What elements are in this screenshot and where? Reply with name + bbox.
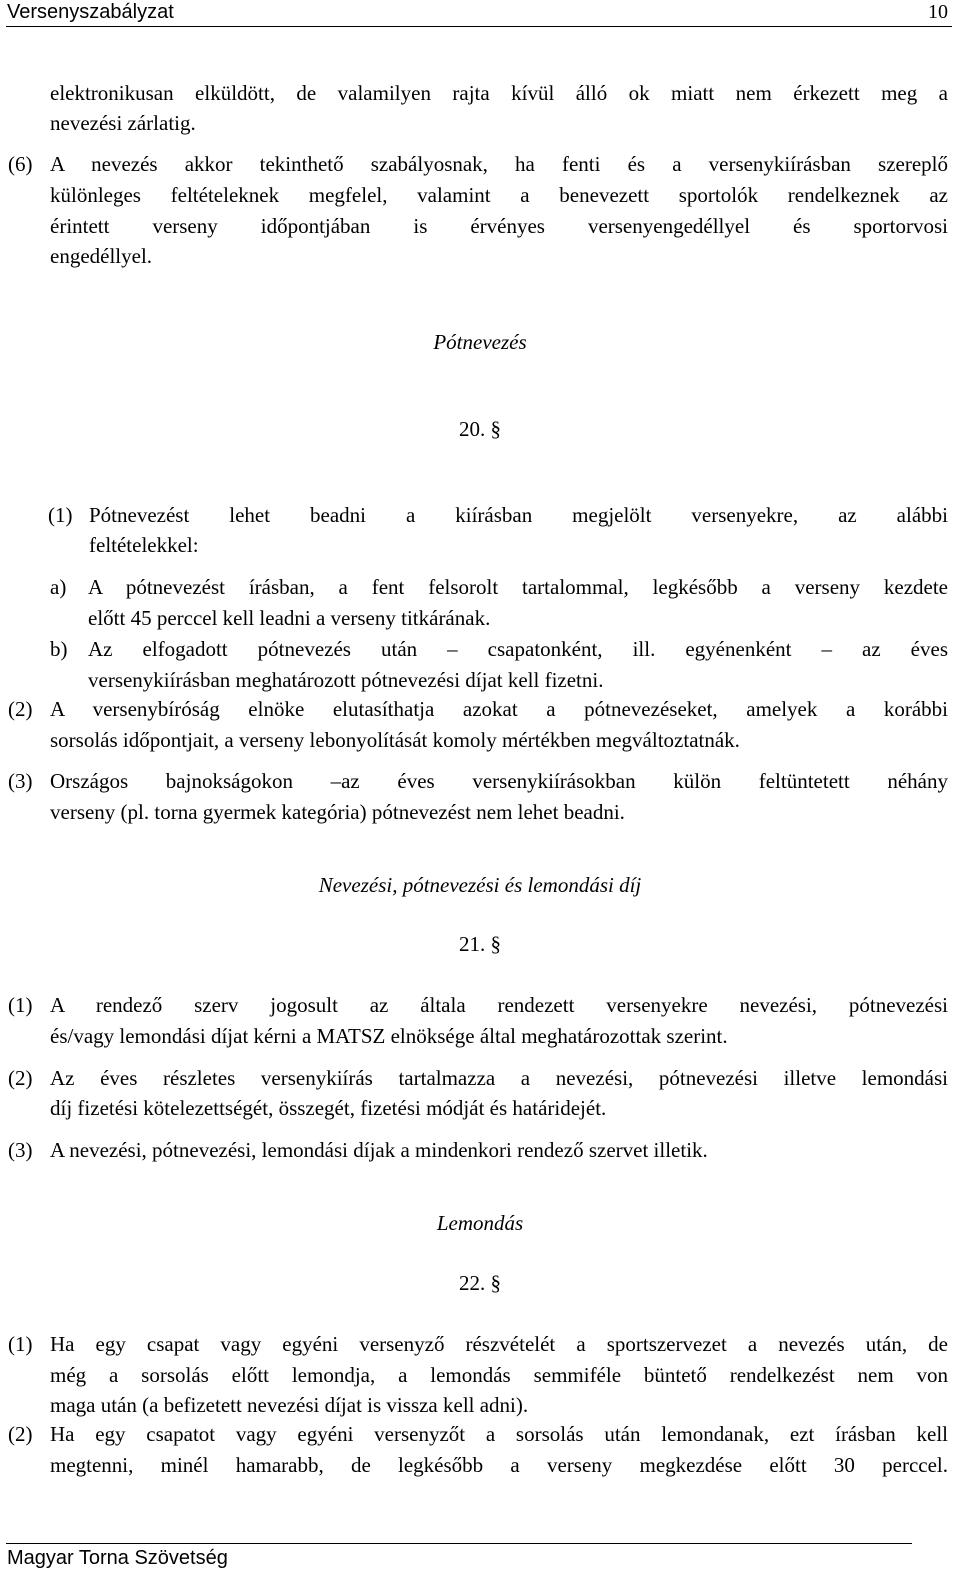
s22-p2-line-2: megtenni, minél hamarabb, de legkésőbb a verseny megkezdése előtt 30 perccel. — [50, 1453, 948, 1477]
page-header — [0, 0, 960, 26]
s20-b-label: b) — [50, 637, 68, 661]
s22-p2-line-1: Ha egy csapatot vagy egyéni versenyzőt a sorsolás után lemondanak, ezt írásban kell — [50, 1422, 948, 1446]
s21-p1-line-2: és/vagy lemondási díjat kérni a MATSZ elnöksége által meghatározottak szerint. — [50, 1024, 728, 1048]
s20-p2-line-1: A versenybíróság elnöke elutasíthatja azokat a pótnevezéseket, amelyek a korábbi — [50, 697, 948, 721]
s21-p2-label: (2) — [8, 1066, 33, 1090]
intro-line-1: elektronikusan elküldött, de valamilyen rajta kívül álló ok miatt nem érkezett meg a — [50, 81, 948, 105]
s20-p3-label: (3) — [8, 769, 33, 793]
section-21-heading: Nevezési, pótnevezési és lemondási díj — [318, 873, 642, 897]
s21-p2-line-1: Az éves részletes versenykiírás tartalmazza a nevezési, pótnevezési illetve lemondási — [50, 1066, 948, 1090]
s21-p2-line-2: díj fizetési kötelezettségét, összegét, fizetési módját és határidejét. — [50, 1096, 607, 1120]
s20-a-line-1: A pótnevezést írásban, a fent felsorolt tartalommal, legkésőbb a verseny kezdete — [88, 575, 948, 599]
s20-p2-line-2: sorsolás időpontjait, a verseny lebonyolítását komoly mértékben megváltoztatnák. — [50, 728, 740, 752]
s20-p3-line-1: Országos bajnokságokon –az éves versenykiírásokban külön feltüntetett néhány — [50, 769, 948, 793]
paragraph-6-line-1: A nevezés akkor tekinthető szabályosnak, ha fenti és a versenykiírásban szereplő — [50, 152, 948, 176]
section-20-heading: Pótnevezés — [433, 330, 527, 354]
s20-b-line-2: versenykiírásban meghatározott pótnevezési díjat kell fizetni. — [88, 668, 604, 692]
s20-a-label: a) — [50, 575, 67, 599]
s22-p2-label: (2) — [8, 1422, 33, 1446]
paragraph-6-line-2: különleges feltételeknek megfelel, valamint a benevezett sportolók rendelkeznek az — [50, 183, 948, 207]
section-22-number: 22. § — [459, 1271, 501, 1295]
section-22-heading: Lemondás — [436, 1211, 524, 1235]
s20-p1-line-1: Pótnevezést lehet beadni a kiírásban megjelölt versenyekre, az alábbi — [89, 503, 948, 527]
s20-b-line-1: Az elfogadott pótnevezés után – csapatonként, ill. egyénenként – az éves — [88, 637, 948, 661]
header-title: Versenyszabályzat — [7, 1, 174, 23]
s22-p1-line-3: maga után (a befizetett nevezési díjat is vissza kell adni). — [50, 1393, 529, 1417]
s22-p1-line-2: még a sorsolás előtt lemondja, a lemondás semmiféle büntető rendelkezést nem von — [50, 1363, 948, 1387]
s21-p1-label: (1) — [8, 993, 33, 1017]
s20-p2-label: (2) — [8, 697, 33, 721]
footer-rule — [6, 1543, 912, 1544]
s22-p1-line-1: Ha egy csapat vagy egyéni versenyző részvételét a sportszervezet a nevezés után, de — [50, 1332, 948, 1356]
intro-line-2: nevezési zárlatig. — [50, 111, 196, 135]
s22-p1-label: (1) — [8, 1332, 33, 1356]
s20-p1-line-2: feltételekkel: — [89, 533, 199, 557]
s20-p1-label: (1) — [48, 503, 73, 527]
s21-p1-line-1: A rendező szerv jogosult az általa rendezett versenyekre nevezési, pótnevezési — [50, 993, 948, 1017]
s20-p3-line-2: verseny (pl. torna gyermek kategória) pótnevezést nem lehet beadni. — [50, 800, 625, 824]
s21-p3-line-1: A nevezési, pótnevezési, lemondási díjak a mindenkori rendező szervet illetik. — [50, 1138, 708, 1162]
s20-a-line-2: előtt 45 perccel kell leadni a verseny titkárának. — [88, 606, 491, 630]
paragraph-6-label: (6) — [8, 152, 33, 176]
paragraph-6-line-3: érintett verseny időpontjában is érvényes versenyengedéllyel és sportorvosi — [50, 214, 948, 238]
page-footer: Magyar Torna Szövetség — [7, 1547, 228, 1569]
section-20-number: 20. § — [459, 417, 501, 441]
s21-p3-label: (3) — [8, 1138, 33, 1162]
section-21-number: 21. § — [459, 932, 501, 956]
paragraph-6-line-4: engedéllyel. — [50, 244, 153, 268]
page-number: 10 — [928, 1, 948, 23]
header-rule — [6, 26, 952, 27]
